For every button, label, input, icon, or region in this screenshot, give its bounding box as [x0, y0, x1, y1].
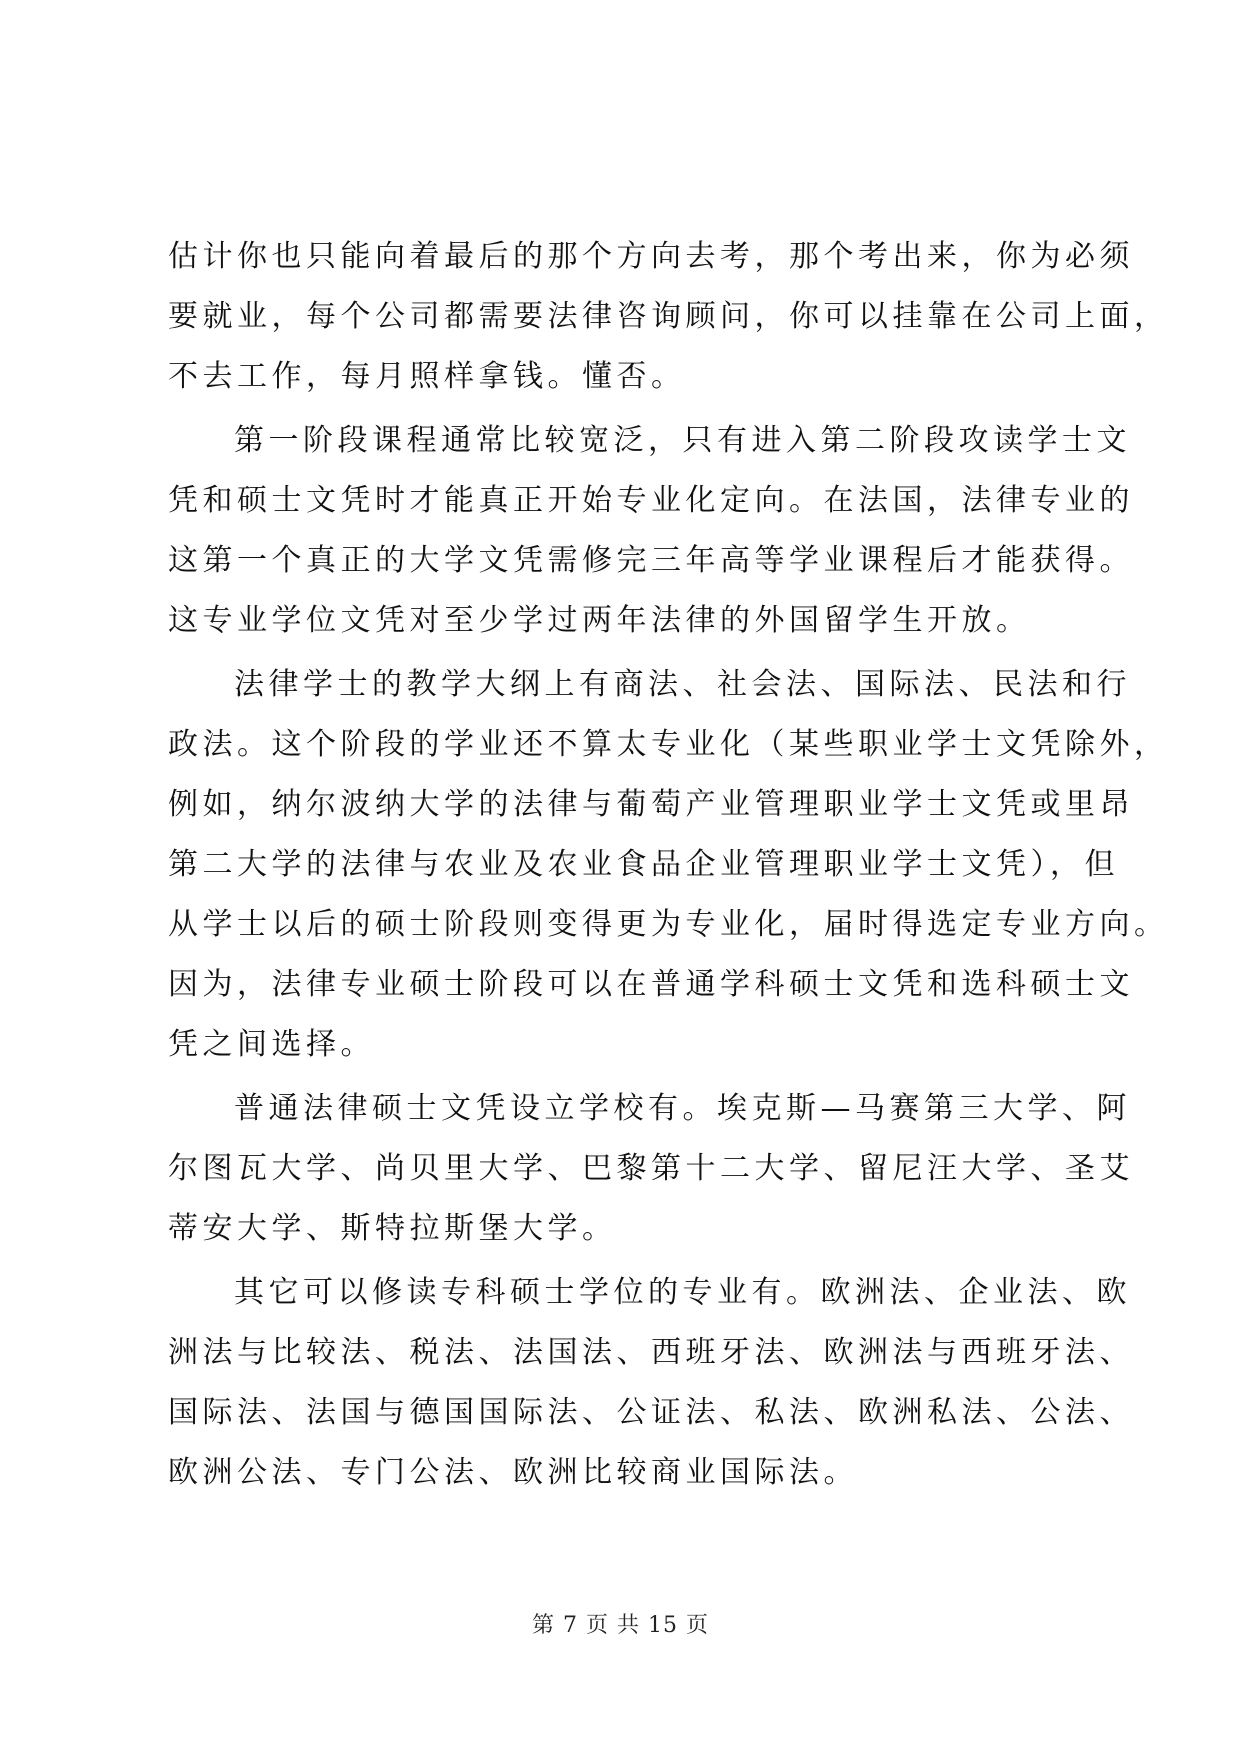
text-line: 第二大学的法律与农业及农业食品企业管理职业学士文凭），但: [168, 847, 1119, 882]
paragraph: [168, 1263, 1134, 1503]
text-line: 尔图瓦大学、尚贝里大学、巴黎第十二大学、留尼汪大学、圣艾: [168, 1151, 1134, 1186]
paragraph: [168, 655, 1169, 1075]
text-line: 不去工作，每月照样拿钱。懂否。: [168, 359, 686, 394]
text-line: 国际法、法国与德国国际法、公证法、私法、欧洲私法、公法、: [168, 1395, 1134, 1430]
text-line: 从学士以后的硕士阶段则变得更为专业化，届时得选定专业方向。: [168, 907, 1169, 942]
text-line: 法律学士的教学大纲上有商法、社会法、国际法、民法和行: [234, 667, 1131, 702]
paragraph: [168, 411, 1134, 651]
text-line: 欧洲公法、专门公法、欧洲比较商业国际法。: [168, 1455, 858, 1490]
text-line: 估计你也只能向着最后的那个方向去考，那个考出来，你为必须: [168, 239, 1134, 274]
body-text: [168, 227, 1169, 1507]
text-line: 第一阶段课程通常比较宽泛，只有进入第二阶段攻读学士文: [234, 423, 1131, 458]
text-line: 凭和硕士文凭时才能真正开始专业化定向。在法国，法律专业的: [168, 483, 1134, 518]
text-line: 例如，纳尔波纳大学的法律与葡萄产业管理职业学士文凭或里昂: [168, 787, 1134, 822]
text-line: 蒂安大学、斯特拉斯堡大学。: [168, 1211, 617, 1246]
text-line: 这第一个真正的大学文凭需修完三年高等学业课程后才能获得。: [168, 543, 1134, 578]
text-line: 洲法与比较法、税法、法国法、西班牙法、欧洲法与西班牙法、: [168, 1335, 1134, 1370]
text-line: 政法。这个阶段的学业还不算太专业化（某些职业学士文凭除外，: [168, 727, 1169, 762]
text-line: 其它可以修读专科硕士学位的专业有。欧洲法、企业法、欧: [234, 1275, 1131, 1310]
text-line: 凭之间选择。: [168, 1027, 375, 1062]
text-line: 普通法律硕士文凭设立学校有。埃克斯—马赛第三大学、阿: [234, 1091, 1131, 1126]
paragraph: [168, 227, 1169, 407]
page-footer: 第 7 页 共 15 页: [532, 1613, 709, 1638]
text-line: 这专业学位文凭对至少学过两年法律的外国留学生开放。: [168, 603, 1031, 638]
paragraph: [168, 1079, 1134, 1259]
text-line: 要就业，每个公司都需要法律咨询顾问，你可以挂靠在公司上面，: [168, 299, 1169, 334]
text-line: 因为，法律专业硕士阶段可以在普通学科硕士文凭和选科硕士文: [168, 967, 1134, 1002]
